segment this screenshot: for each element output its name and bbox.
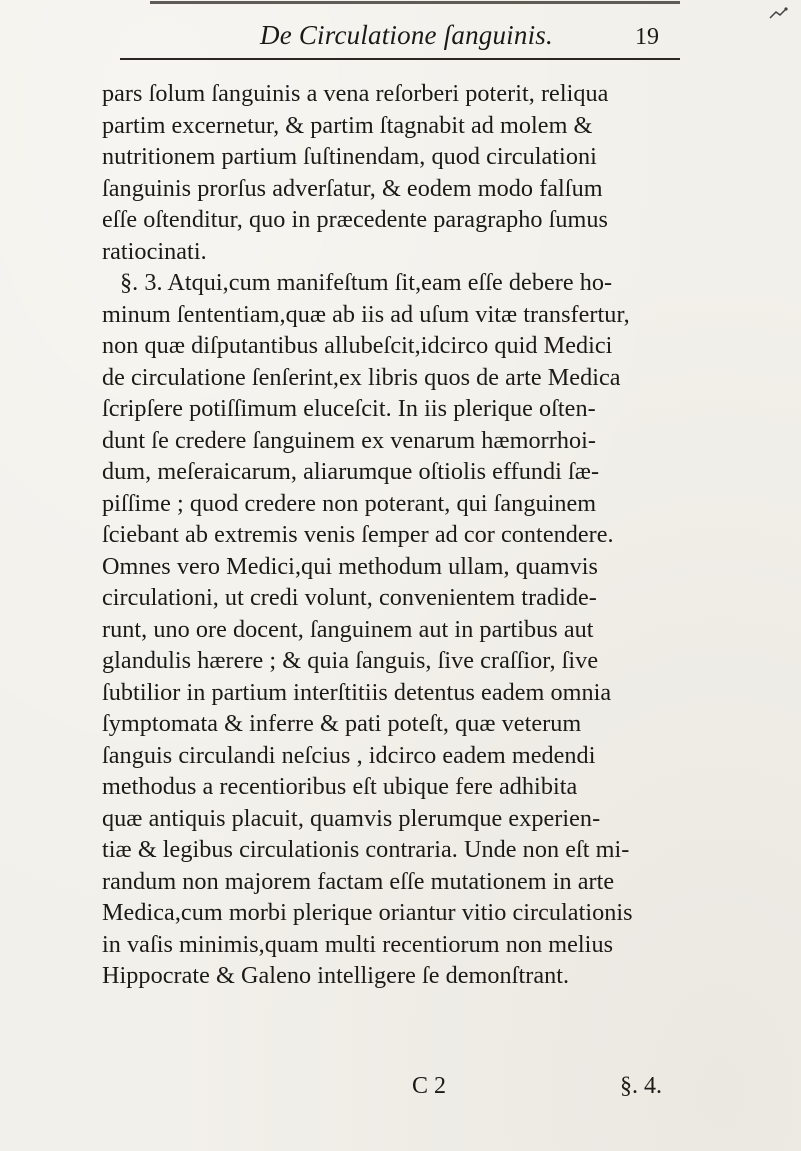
text-line: eſſe oſtenditur, quo in præcedente paragrapho ſumus [102,206,609,233]
text-line: Hippocrate & Galeno intelligere ſe demonſtrant. [102,962,570,989]
top-edge-rule [150,1,680,4]
section-start-line: §. 3. Atqui,cum manifeſtum ſit,eam eſſe debere ho- [120,269,613,296]
text-line: partim excernetur, & partim ſtagnabit ad molem & [102,111,593,139]
catchword: §. 4. [620,1073,662,1099]
text-line: ſanguinis prorſus adverſatur, & eodem modo falſum [102,174,603,202]
catchline [0,1073,801,1105]
text-line: nutritionem partium ſuſtinendam, quod circulationi [102,143,597,170]
body-text [102,78,702,992]
signature-mark: C 2 [412,1073,447,1099]
text-line: minum ſententiam,quæ ab iis ad uſum vitæ transfertur, [102,300,630,328]
header-rule [120,58,680,60]
text-line: Medica,cum morbi plerique oriantur vitio circulationis [102,899,633,926]
running-title: De Circulatione ſanguinis. [260,20,553,50]
text-line: runt, uno ore docent, ſanguinem aut in partibus aut [102,615,594,643]
text-line: piſſime ; quod credere non poterant, qui ſanguinem [102,489,597,517]
page-number: 19 [635,24,659,50]
text-line: dum, meſeraicarum, aliarumque oſtiolis effundi ſæ- [102,458,600,485]
text-line: in vaſis minimis,quam multi recentiorum non melius [102,930,614,958]
text-line: non quæ diſputantibus allubeſcit,idcirco quid Medici [102,332,613,359]
text-line: glandulis hærere ; & quia ſanguis, ſive craſſior, ſive [102,647,599,674]
text-line: ſubtilior in partium interſtitiis detentus eadem omnia [102,678,612,706]
text-line: ſanguis circulandi neſcius , idcirco eadem medendi [102,741,596,769]
text-line: quæ antiquis placuit, quamvis plerumque experien- [102,804,601,832]
running-head [0,12,801,52]
text-line: ratiocinati. [102,237,207,265]
text-line: dunt ſe credere ſanguinem ex venarum hæmorrhoi- [102,426,596,454]
text-line: tiæ & legibus circulationis contraria. Unde non eſt mi- [102,836,630,863]
text-line: circulationi, ut credi volunt, convenientem tradide- [102,584,597,611]
text-line: ſciebant ab extremis venis ſemper ad cor contendere. [102,521,614,548]
text-line: Omnes vero Medici,qui methodum ullam, quamvis [102,552,599,580]
text-line: methodus a recentioribus eſt ubique fere adhibita [102,773,578,800]
corner-ornament-icon [768,6,790,22]
text-line: ſcripſere potiſſimum eluceſcit. In iis plerique oſten- [102,395,596,422]
text-line: randum non majorem factam eſſe mutationem in arte [102,867,615,895]
text-line: de circulatione ſenſerint,ex libris quos de arte Medica [102,363,621,391]
text-line: ſymptomata & inferre & pati poteſt, quæ veterum [102,710,582,737]
text-line: pars ſolum ſanguinis a vena reſorberi poterit, reliqua [102,80,609,107]
